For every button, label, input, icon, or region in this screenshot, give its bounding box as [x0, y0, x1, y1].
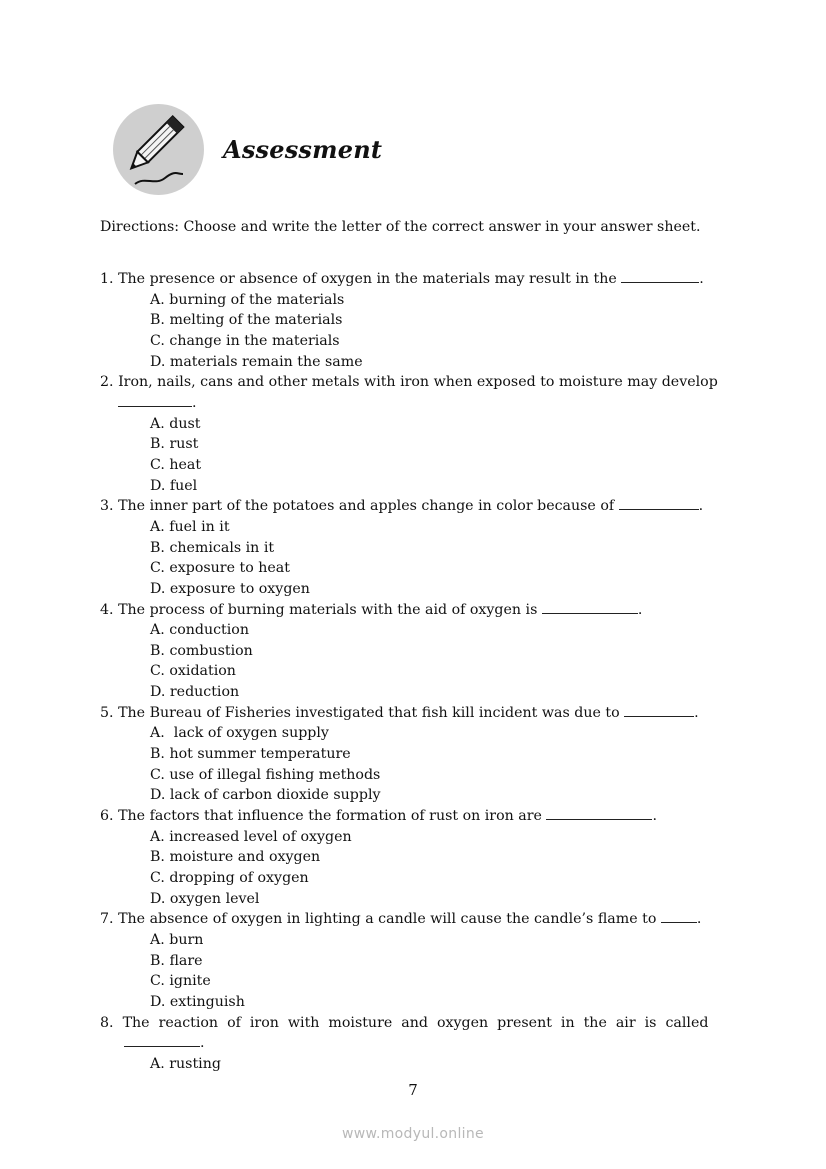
answer-blank	[118, 394, 192, 407]
option-a: A. increased level of oxygen	[150, 828, 352, 845]
question-1: 1. The presence or absence of oxygen in the materials may result in the . A. burning of the materials B. melting of the materials C. change in the materials D. materials remain the same	[100, 269, 728, 372]
pencil-icon	[113, 104, 204, 195]
option-c: C. exposure to heat	[150, 560, 290, 577]
question-stem: Iron, nails, cans and other metals with iron when exposed to moisture may develop	[118, 374, 718, 391]
option-b: B. moisture and oxygen	[150, 849, 321, 866]
question-number: 1.	[100, 271, 114, 287]
question-number: 2.	[100, 374, 114, 391]
answer-blank	[542, 601, 638, 614]
option-a: A. fuel in it	[150, 518, 230, 535]
option-a: A. burning of the materials	[150, 291, 345, 308]
question-number: 4.	[100, 601, 114, 618]
question-number: 6.	[100, 808, 114, 825]
question-stem: The Bureau of Fisheries investigated that fish kill incident was due to	[118, 704, 620, 721]
option-b: B. rust	[150, 436, 199, 453]
directions-text: Directions: Choose and write the letter of the correct answer in your answer sheet.	[100, 219, 701, 235]
question-number: 3.	[100, 498, 114, 515]
question-6: 6. The factors that influence the formation of rust on iron are . A. increased level of oxygen B. moisture and oxygen C. dropping of oxygen D. oxygen level	[100, 806, 728, 909]
question-2: 2. Iron, nails, cans and other metals with iron when exposed to moisture may develop . A. dust B. rust C. heat D. fuel	[100, 372, 728, 496]
question-8: 8. The reaction of iron with moisture and oxygen present in the air is called . A. rusting	[100, 1013, 728, 1075]
option-c: C. dropping of oxygen	[150, 870, 309, 887]
option-d: D. exposure to oxygen	[150, 580, 310, 597]
option-c: C. change in the materials	[150, 332, 340, 349]
question-number: 5.	[100, 704, 114, 721]
option-a: A. rusting	[150, 1055, 221, 1072]
option-a: A. conduction	[150, 622, 249, 639]
question-4: 4. The process of burning materials with the aid of oxygen is . A. conduction B. combustion C. oxidation D. reduction	[100, 600, 728, 703]
answer-blank	[624, 704, 694, 717]
option-d: D. oxygen level	[150, 890, 260, 907]
question-number: 8.	[100, 1014, 114, 1031]
answer-blank	[621, 270, 699, 283]
question-stem: The factors that influence the formation of rust on iron are	[118, 808, 542, 825]
answer-blank	[546, 807, 652, 820]
question-5: 5. The Bureau of Fisheries investigated that fish kill incident was due to . A. lack of oxygen supply B. hot summer temperature C. use of illegal fishing methods D. lack of carbon dioxide supply	[100, 703, 728, 806]
answer-blank	[619, 497, 699, 510]
page-title: Assessment	[223, 135, 383, 164]
question-7: 7. The absence of oxygen in lighting a candle will cause the candle’s flame to . A. burn B. flare C. ignite D. extinguish	[100, 909, 728, 1012]
option-c: C. heat	[150, 456, 202, 473]
answer-blank	[124, 1034, 200, 1047]
page-number: 7	[408, 1081, 418, 1099]
option-a: A. lack of oxygen supply	[150, 725, 329, 742]
question-3: 3. The inner part of the potatoes and apples change in color because of . A. fuel in it B. chemicals in it C. exposure to heat D. exposure to oxygen	[100, 496, 728, 599]
question-stem: The inner part of the potatoes and apples change in color because of	[118, 498, 615, 515]
option-c: C. oxidation	[150, 663, 236, 680]
option-c: C. ignite	[150, 973, 211, 990]
option-d: D. materials remain the same	[150, 353, 363, 370]
option-d: D. lack of carbon dioxide supply	[150, 787, 381, 804]
watermark: www.modyul.online	[342, 1126, 484, 1142]
option-b: B. melting of the materials	[150, 312, 343, 329]
question-number: 7.	[100, 911, 114, 928]
section-header	[113, 104, 413, 196]
question-stem: The absence of oxygen in lighting a candle will cause the candle’s flame to	[118, 911, 657, 928]
answer-blank	[661, 910, 697, 923]
option-d: D. extinguish	[150, 993, 245, 1010]
option-a: A. dust	[150, 415, 201, 432]
option-b: B. combustion	[150, 642, 253, 659]
option-d: D. reduction	[150, 684, 240, 701]
option-b: B. hot summer temperature	[150, 746, 351, 763]
question-list	[100, 269, 728, 1075]
option-c: C. use of illegal fishing methods	[150, 766, 381, 783]
question-stem: The reaction of iron with moisture and oxygen present in the air is called	[122, 1014, 709, 1031]
option-b: B. chemicals in it	[150, 539, 275, 556]
option-d: D. fuel	[150, 477, 198, 494]
option-a: A. burn	[150, 932, 204, 948]
question-stem: The presence or absence of oxygen in the materials may result in the	[118, 271, 617, 287]
question-stem: The process of burning materials with the aid of oxygen is	[118, 601, 538, 618]
option-b: B. flare	[150, 952, 203, 969]
